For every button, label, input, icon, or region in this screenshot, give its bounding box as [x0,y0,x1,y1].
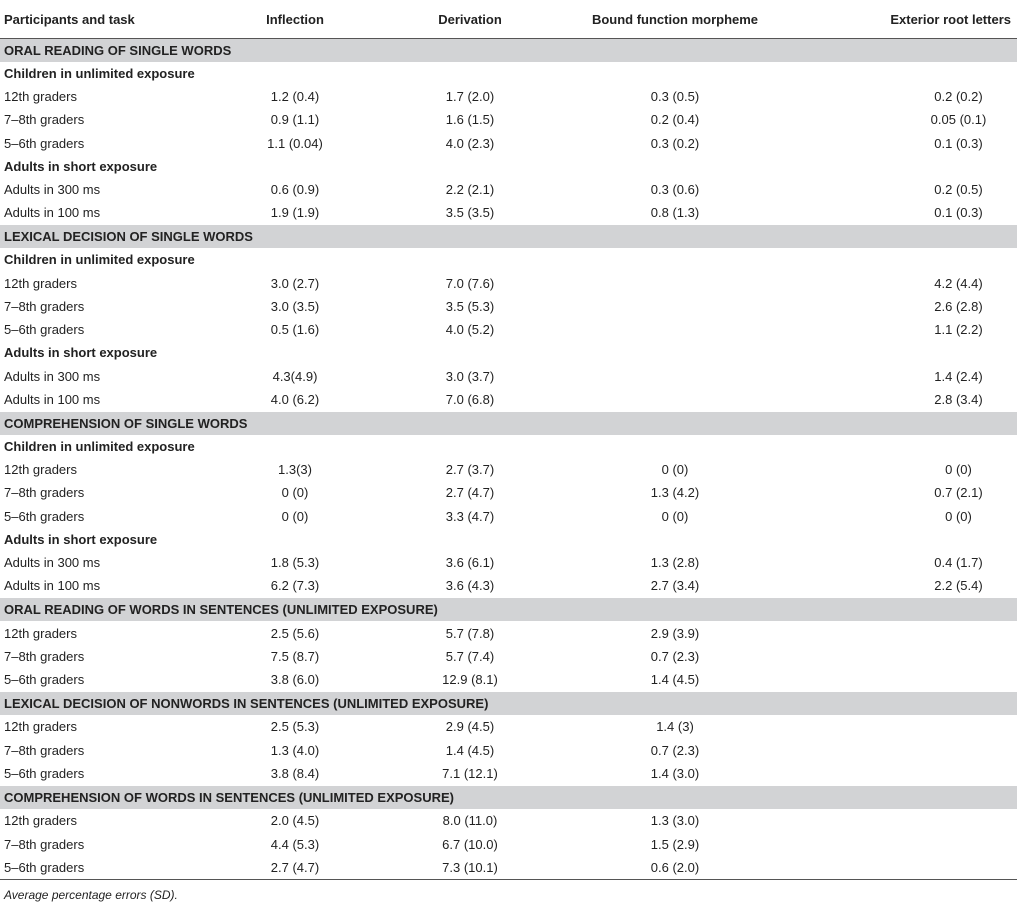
section-title: ORAL READING OF SINGLE WORDS [0,39,1017,63]
bound-function-morpheme-value: 0.3 (0.2) [650,135,700,151]
row-label: 7–8th graders [4,836,85,852]
section-header-row [0,692,1017,716]
table-row [0,318,1017,341]
row-label: 5–6th graders [4,135,85,151]
derivation-value: 12.9 (8.1) [442,672,498,688]
derivation-value: 8.0 (11.0) [442,813,498,829]
bound-function-morpheme-value: 1.5 (2.9) [650,836,700,852]
row-label: 12th graders [4,462,77,478]
bound-function-morpheme-value: 0 (0) [661,508,689,524]
bound-function-morpheme-value: 0.2 (0.4) [650,112,700,128]
bound-function-morpheme-value: 0.6 (2.0) [650,859,700,875]
group-header-row [0,155,1017,178]
exterior-root-letters-value: 1.1 (2.2) [934,322,983,338]
row-label: 5–6th graders [4,672,85,688]
table-row [0,201,1017,225]
derivation-value: 3.5 (3.5) [445,205,495,221]
bound-function-morpheme-value: 1.4 (4.5) [650,672,700,688]
table-row [0,833,1017,856]
derivation-value: 7.3 (10.1) [442,859,498,875]
bound-function-morpheme-value: 1.4 (3) [656,719,694,735]
inflection-value: 7.5 (8.7) [270,648,320,664]
bound-function-morpheme-value: 1.3 (3.0) [650,813,700,829]
row-label: 7–8th graders [4,485,85,501]
derivation-value: 1.6 (1.5) [445,112,495,128]
table-row [0,668,1017,692]
bound-function-morpheme-value: 0.8 (1.3) [650,205,700,221]
derivation-value: 2.7 (3.7) [445,462,495,478]
bound-function-morpheme-value [560,364,790,387]
section-header-row [0,39,1017,63]
header-row [0,0,1017,39]
exterior-root-letters-value: 0.2 (0.2) [934,89,983,105]
exterior-root-letters-value: 0.1 (0.3) [934,205,983,221]
exterior-root-letters-value [790,668,1017,692]
table-row [0,505,1017,528]
derivation-value: 4.0 (2.3) [445,135,495,151]
section-header-row [0,598,1017,622]
table-row [0,364,1017,387]
derivation-value: 5.7 (7.8) [445,625,495,641]
derivation-value: 3.3 (4.7) [445,508,495,524]
derivation-value: 5.7 (7.4) [445,648,495,664]
exterior-root-letters-value: 2.8 (3.4) [934,391,983,407]
section-title: LEXICAL DECISION OF NONWORDS IN SENTENCES (UNLIMITED EXPOSURE) [0,692,1017,716]
group-title: Adults in short exposure [4,158,158,174]
derivation-value: 7.0 (6.8) [445,391,495,407]
inflection-value: 4.3(4.9) [272,368,318,384]
row-label: Adults in 300 ms [4,368,101,384]
inflection-value: 2.5 (5.3) [270,719,320,735]
row-label: Adults in 300 ms [4,182,101,198]
inflection-value: 1.8 (5.3) [270,555,320,570]
row-label: 12th graders [4,625,77,641]
group-header-row [0,435,1017,458]
bound-function-morpheme-value: 2.7 (3.4) [650,578,700,594]
exterior-root-letters-value [790,833,1017,856]
table-row [0,762,1017,786]
group-title: Children in unlimited exposure [4,66,195,81]
table-row [0,856,1017,880]
exterior-root-letters-value: 0.4 (1.7) [934,555,983,570]
exterior-root-letters-value: 0 (0) [945,462,972,478]
derivation-value: 2.9 (4.5) [445,719,495,735]
exterior-root-letters-value [790,856,1017,880]
derivation-value: 1.4 (4.5) [445,742,495,758]
bound-function-morpheme-value: 1.4 (3.0) [650,766,700,782]
exterior-root-letters-value: 0.05 (0.1) [930,112,987,128]
row-label: 12th graders [4,275,77,291]
row-label: 7–8th graders [4,112,85,128]
derivation-value: 7.0 (7.6) [445,275,495,291]
row-label: 5–6th graders [4,859,85,875]
table-footnote: Average percentage errors (SD). [4,888,178,903]
inflection-value: 2.7 (4.7) [270,859,320,875]
derivation-value: 2.2 (2.1) [445,182,495,198]
table-row [0,481,1017,504]
exterior-root-letters-value [790,739,1017,762]
row-label: 12th graders [4,813,77,829]
row-label: 7–8th graders [4,742,85,758]
inflection-value: 1.3(3) [278,462,312,478]
bound-function-morpheme-value: 0.7 (2.3) [650,742,700,758]
row-label: 12th graders [4,89,77,105]
row-label: Adults in 300 ms [4,555,101,570]
row-label: 7–8th graders [4,648,85,664]
inflection-value: 0.9 (1.1) [270,112,320,128]
exterior-root-letters-value [790,645,1017,668]
bound-function-morpheme-value [560,388,790,412]
derivation-value: 3.6 (4.3) [445,578,495,594]
exterior-root-letters-value [790,762,1017,786]
row-label: Adults in 100 ms [4,391,101,407]
inflection-value: 0.5 (1.6) [270,322,320,338]
derivation-value: 3.6 (6.1) [445,555,495,570]
table-row [0,295,1017,318]
inflection-value: 0 (0) [281,508,309,524]
section-header-row [0,786,1017,810]
exterior-root-letters-value [790,621,1017,644]
row-label: 12th graders [4,719,77,735]
table-row [0,132,1017,155]
table-row [0,85,1017,108]
row-label: 7–8th graders [4,298,85,314]
bound-function-morpheme-value: 1.3 (2.8) [650,555,700,570]
row-label: 5–6th graders [4,322,85,338]
exterior-root-letters-value: 0.7 (2.1) [934,485,983,501]
exterior-root-letters-value: 2.6 (2.8) [934,298,983,314]
derivation-value: 3.0 (3.7) [445,368,495,384]
group-title: Children in unlimited exposure [4,438,195,454]
derivation-value: 3.5 (5.3) [445,298,495,314]
table-row [0,388,1017,412]
inflection-value: 2.5 (5.6) [270,625,320,641]
inflection-value: 1.1 (0.04) [267,135,323,151]
column-header-exterior-root-letters: Exterior root letters [790,0,1017,39]
inflection-value: 3.8 (6.0) [270,672,320,688]
row-label: 5–6th graders [4,508,85,524]
section-title: LEXICAL DECISION OF SINGLE WORDS [0,225,1017,249]
exterior-root-letters-value: 2.2 (5.4) [934,578,983,594]
exterior-root-letters-value [790,715,1017,738]
bound-function-morpheme-value: 0.7 (2.3) [650,648,700,664]
bound-function-morpheme-value: 0.3 (0.6) [650,182,700,198]
inflection-value: 4.4 (5.3) [270,836,320,852]
inflection-value: 1.9 (1.9) [270,205,320,221]
inflection-value: 3.8 (8.4) [270,766,320,782]
exterior-root-letters-value [790,809,1017,832]
inflection-value: 4.0 (6.2) [270,391,320,407]
exterior-root-letters-value: 0.1 (0.3) [934,135,983,151]
table-row [0,271,1017,294]
inflection-value: 0 (0) [281,485,309,501]
inflection-value: 3.0 (2.7) [270,275,320,291]
table-row [0,108,1017,131]
bound-function-morpheme-value [560,318,790,341]
exterior-root-letters-value: 4.2 (4.4) [934,275,983,291]
inflection-value: 1.3 (4.0) [270,742,320,758]
row-label: 5–6th graders [4,766,85,782]
table-row [0,645,1017,668]
exterior-root-letters-value: 0 (0) [945,508,972,524]
column-header-participants: Participants and task [0,0,210,39]
inflection-value: 6.2 (7.3) [270,578,320,594]
group-title: Adults in short exposure [4,531,158,547]
bound-function-morpheme-value: 0.3 (0.5) [650,89,700,105]
column-header-derivation: Derivation [380,0,560,39]
column-header-inflection: Inflection [210,0,380,39]
column-header-bound-function-morpheme: Bound function morpheme [560,0,790,39]
exterior-root-letters-value: 1.4 (2.4) [934,368,983,384]
bound-function-morpheme-value [560,295,790,318]
inflection-value: 1.2 (0.4) [270,89,320,105]
derivation-value: 7.1 (12.1) [442,766,498,782]
section-header-row [0,225,1017,249]
derivation-value: 6.7 (10.0) [442,836,498,852]
section-title: COMPREHENSION OF SINGLE WORDS [0,411,1017,435]
table-row [0,178,1017,201]
table-row [0,574,1017,598]
table-row [0,551,1017,574]
exterior-root-letters-value: 0.2 (0.5) [934,182,983,198]
inflection-value: 3.0 (3.5) [270,298,320,314]
group-header-row [0,341,1017,364]
row-label: Adults in 100 ms [4,205,101,221]
group-title: Children in unlimited exposure [4,252,195,268]
table-row [0,809,1017,832]
inflection-value: 2.0 (4.5) [270,813,320,829]
table-row [0,739,1017,762]
group-header-row [0,62,1017,85]
group-header-row [0,528,1017,551]
section-title: ORAL READING OF WORDS IN SENTENCES (UNLIMITED EXPOSURE) [0,598,1017,622]
section-header-row [0,411,1017,435]
table-header [0,0,1017,39]
table-row [0,715,1017,738]
table-body [0,39,1017,880]
group-header-row [0,248,1017,271]
bound-function-morpheme-value: 0 (0) [661,462,689,478]
inflection-value: 0.6 (0.9) [270,182,320,198]
bound-function-morpheme-value: 2.9 (3.9) [650,625,700,641]
derivation-value: 4.0 (5.2) [445,322,495,338]
table-row [0,458,1017,481]
row-label: Adults in 100 ms [4,578,101,594]
section-title: COMPREHENSION OF WORDS IN SENTENCES (UNLIMITED EXPOSURE) [0,786,1017,810]
derivation-value: 2.7 (4.7) [445,485,495,501]
table-row [0,621,1017,644]
derivation-value: 1.7 (2.0) [445,89,495,105]
group-title: Adults in short exposure [4,345,158,361]
bound-function-morpheme-value: 1.3 (4.2) [650,485,700,501]
bound-function-morpheme-value [560,271,790,294]
